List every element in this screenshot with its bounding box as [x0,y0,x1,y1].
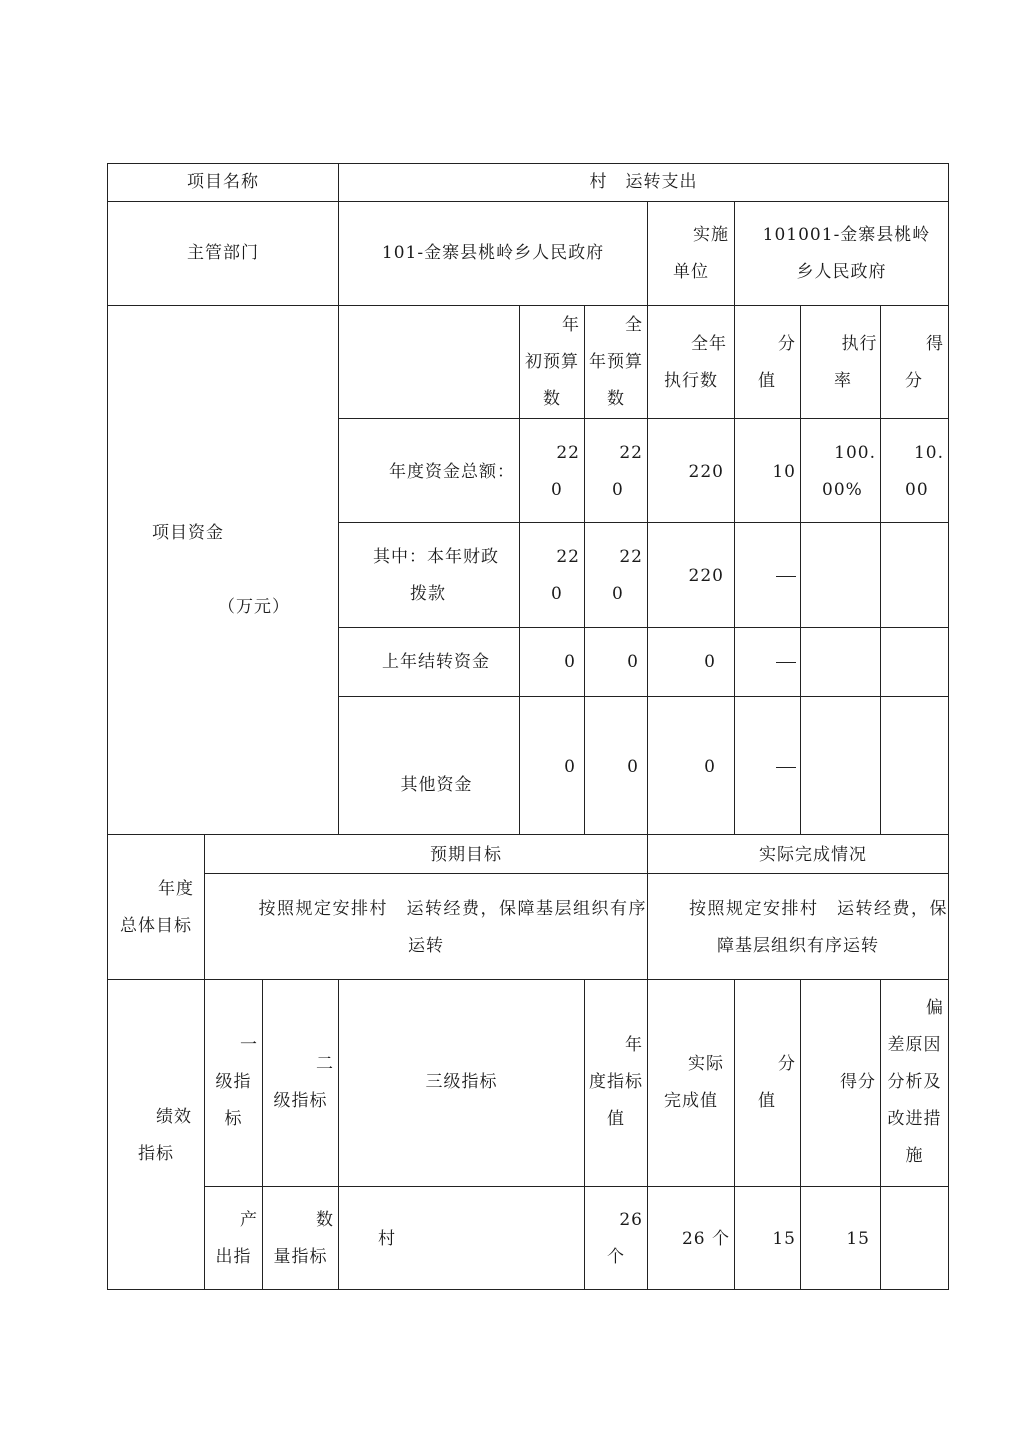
other-score-dash [735,748,800,786]
rule-funds-carry-bottom [338,696,949,697]
header-rate-line2: 率 [834,371,852,391]
total-initial-line1: 22 [556,443,580,463]
dash-mark [776,576,796,577]
row1-level3: 村 [378,1229,396,1249]
goals-label-line2: 总体目标 [120,916,192,936]
header-deviation-line1: 偏 [926,998,944,1018]
actual-goal-text-line2: 障基层组织有序运转 [717,936,879,956]
header-full-budget-line2: 年预算 [589,352,643,372]
header-perf-got: 得分 [840,1072,876,1092]
goals-label-line1: 年度 [158,879,194,899]
row1-got: 15 [846,1229,870,1249]
actual-goal-header: 实际完成情况 [759,845,867,865]
rule-funds-current-bottom [338,627,949,628]
header-deviation-line2: 差原因 [887,1035,942,1055]
impl-unit-value-line1: 101001-金寨县桃岭 [762,225,931,245]
header-score-line1: 分 [778,334,796,354]
header-annual-line3: 值 [607,1109,625,1129]
carry-label: 上年结转资金 [382,652,490,672]
other-initial: 0 [564,757,576,777]
impl-unit-label-line2: 单位 [673,262,709,282]
header-deviation-line5: 施 [905,1146,924,1166]
total-full-line1: 22 [619,443,643,463]
rule-row1-bottom [107,201,949,202]
carry-executed: 0 [704,652,716,672]
funds-unit-label: （万元） [218,597,290,617]
total-rate-line1: 100. [834,443,876,463]
header-level1-line3: 标 [224,1109,243,1129]
impl-unit-value-line2: 乡人民政府 [796,262,887,282]
total-score: 10 [772,462,796,482]
table-border-bottom [107,1289,949,1290]
carry-full: 0 [627,652,639,672]
other-executed: 0 [704,757,716,777]
header-initial-budget-line1: 年 [562,315,580,335]
row1-level2-line1: 数 [316,1210,334,1230]
header-level3: 三级指标 [425,1072,498,1092]
current-score-dash [735,557,800,595]
total-executed: 220 [688,462,724,482]
header-actual-value-line1: 实际 [688,1054,724,1074]
header-deviation-line4: 改进措 [887,1109,942,1129]
row1-actual: 26 个 [681,1229,730,1249]
table-border-right [948,163,949,1290]
header-got-line2: 分 [905,371,923,391]
row1-level1-line1: 产 [240,1210,258,1230]
current-initial-line1: 22 [556,547,580,567]
header-initial-budget-line2: 初预算 [525,352,579,372]
carry-initial: 0 [564,652,576,672]
header-perf-score-line1: 分 [778,1054,796,1074]
header-deviation-line3: 分析及 [887,1072,942,1092]
row1-level1-line2: 出指 [215,1247,252,1267]
rule-v-880-funds [880,305,881,835]
project-name-label: 项目名称 [187,172,259,192]
rule-v-800-funds [800,305,801,835]
current-label-line2: 拨款 [410,584,446,604]
rule-funds-bottom [107,834,949,835]
project-name-value: 村 运转支出 [589,172,698,192]
header-actual-value-line2: 完成值 [664,1091,718,1111]
impl-unit-label-line1: 实施 [693,225,729,245]
header-full-budget-line3: 数 [607,389,625,409]
rule-perf-header-bottom [204,1186,949,1187]
current-label-line1: 其中：本年财政 [373,547,499,567]
row1-annual-line2: 个 [607,1247,625,1267]
rule-goals-bottom [107,979,949,980]
total-rate-line2: 00% [822,480,863,500]
header-executed-line2: 执行数 [664,371,718,391]
header-annual-line1: 年 [625,1035,643,1055]
current-full-line2: 0 [612,584,624,604]
header-full-budget-line1: 全 [625,315,643,335]
perf-label-line1: 绩效 [156,1107,192,1127]
perf-label-line2: 指标 [138,1144,174,1164]
header-score-line2: 值 [758,371,776,391]
total-label: 年度资金总额： [389,462,515,482]
row1-level2-line2: 量指标 [273,1247,328,1267]
header-annual-line2: 度指标 [589,1072,643,1092]
row1-annual-line1: 26 [619,1210,643,1230]
header-initial-budget-line3: 数 [543,389,561,409]
expected-goal-text-line1: 按照规定安排村 运转经费，保障基层组织有序 [258,899,647,919]
header-rate-line1: 执行 [841,334,878,354]
dept-value: 101-金寨县桃岭乡人民政府 [381,243,605,263]
total-initial-line2: 0 [551,480,563,500]
funds-label: 项目资金 [152,523,224,543]
header-level2-line1: 二 [316,1054,334,1074]
expected-goal-header: 预期目标 [430,845,502,865]
total-full-line2: 0 [612,480,624,500]
header-level1-line1: 一 [240,1035,258,1055]
rule-funds-total-bottom [338,522,949,523]
header-executed-line1: 全年 [691,334,727,354]
carry-score-dash [735,643,800,681]
expected-goal-text-line2: 运转 [408,936,444,956]
other-label: 其他资金 [400,775,473,795]
dept-label: 主管部门 [187,243,259,263]
header-level1-line2: 级指 [215,1072,252,1092]
other-full: 0 [627,757,639,777]
total-got-line2: 00 [905,480,929,500]
rule-funds-header-bottom [338,418,949,419]
rule-v-338-perf [338,979,339,1290]
current-full-line1: 22 [619,547,643,567]
row1-score: 15 [772,1229,796,1249]
header-perf-score-line2: 值 [758,1091,776,1111]
total-got-line1: 10. [913,443,944,463]
header-got-line1: 得 [926,334,944,354]
dash-mark [776,767,796,768]
current-initial-line2: 0 [551,584,563,604]
header-level2-line2: 级指标 [273,1091,328,1111]
current-executed: 220 [688,566,724,586]
dash-mark [776,662,796,663]
actual-goal-text-line1: 按照规定安排村 运转经费，保 [689,899,948,919]
